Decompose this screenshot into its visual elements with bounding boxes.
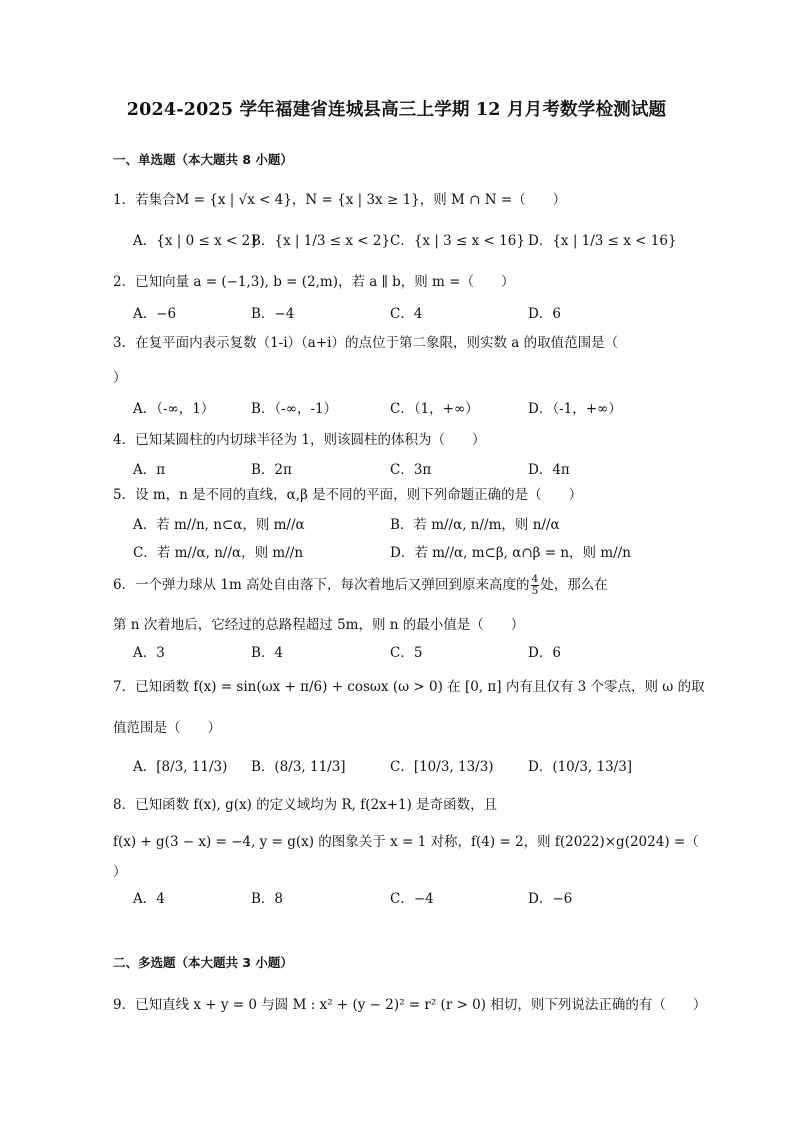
page-title: 2024-2025 学年福建省连城县高三上学期 12 月月考数学检测试题	[126, 100, 667, 120]
option-c: C．（1，+∞）	[390, 401, 479, 417]
option-d: D．−6	[528, 891, 573, 907]
section-heading-multiple-choice: 二、多选题（本大题共 3 小题）	[113, 955, 293, 970]
question-3-stem: 3．在复平面内表示复数（1-i）（a+i）的点位于第二象限，则实数 a 的取值范围是（	[113, 335, 619, 351]
option-b: B．2π	[251, 462, 292, 478]
option-b: B．{x | 1/3 ≤ x < 2}	[251, 233, 391, 249]
question-7-continuation: 值范围是（ ）	[113, 720, 221, 736]
option-a: A．4	[133, 891, 165, 907]
question-5-options-row-1	[133, 513, 693, 537]
option-d: D．若 m//α, m⊂β, α∩β = n，则 m//n	[390, 545, 631, 561]
question-7-stem: 7．已知函数 f(x) = sin(ωx + π/6) + cosωx (ω > 0) 在 [0, π] 内有且仅有 3 个零点，则 ω 的取	[113, 679, 705, 695]
option-b: B．（-∞，-1）	[251, 401, 338, 417]
question-8-line-2: f(x) + g(3 − x) = −4, y = g(x) 的图象关于 x = 1 对称，f(4) = 2，则 f(2022)×g(2024) =（	[113, 834, 699, 850]
option-a: A．若 m//n, n⊂α，则 m//α	[133, 517, 305, 533]
option-d: D．6	[528, 306, 561, 322]
question-2-stem: 2．已知向量 a = (−1,3), b = (2,m)，若 a ∥ b，则 m =（ ）	[113, 274, 515, 290]
option-c: C．{x | 3 ≤ x < 16}	[390, 233, 525, 249]
question-6-continuation: 第 n 次着地后，它经过的总路程超过 5m，则 n 的最小值是（ ）	[113, 617, 525, 633]
option-c: C．3π	[390, 462, 432, 478]
question-3-continuation: ）	[113, 370, 127, 386]
option-a: A．3	[133, 645, 165, 661]
question-8-stem: 8．已知函数 f(x), g(x) 的定义域均为 R, f(2x+1) 是奇函数，且	[113, 797, 498, 813]
option-d: D．{x | 1/3 ≤ x < 16}	[528, 233, 677, 249]
section-heading-single-choice: 一、单选题（本大题共 8 小题）	[113, 152, 293, 167]
option-b: B．−4	[251, 306, 295, 322]
question-4-options	[133, 458, 693, 482]
question-5-stem: 5．设 m，n 是不同的直线，α,β 是不同的平面，则下列命题正确的是（ ）	[113, 487, 583, 503]
question-9-stem: 9．已知直线 x + y = 0 与圆 M : x² + (y − 2)² = r² (r > 0) 相切，则下列说法正确的有（ ）	[113, 997, 707, 1013]
option-b: B．4	[251, 645, 284, 661]
option-c: C．5	[390, 645, 423, 661]
question-2-options	[133, 302, 693, 326]
option-d: D．(10/3, 13/3]	[528, 759, 633, 775]
question-6-stem: 6．一个弹力球从 1m 高处自由落下，每次着地后又弹回到原来高度的 $\frac{4}{5}$ 处，那么在	[113, 573, 608, 597]
option-b: B．(8/3, 11/3]	[251, 759, 346, 775]
option-c: C．[10/3, 13/3)	[390, 759, 494, 775]
option-a: A．{x | 0 ≤ x < 2}	[133, 233, 259, 249]
question-3-options	[133, 397, 693, 421]
fraction-four-fifths: $\frac{4}{5}$	[531, 573, 539, 597]
question-8-options	[133, 887, 693, 911]
option-a: A．（-∞，1）	[133, 401, 215, 417]
option-c: C．−4	[390, 891, 434, 907]
question-6-stem-text: 6．一个弹力球从 1m 高处自由落下，每次着地后又弹回到原来高度的	[113, 577, 530, 593]
option-d: D．（-1，+∞）	[528, 401, 622, 417]
option-c: C．若 m//α, n//α，则 m//n	[133, 545, 304, 561]
option-d: D．4π	[528, 462, 570, 478]
option-a: A．[8/3, 11/3)	[133, 759, 228, 775]
question-8-continuation: ）	[113, 864, 127, 880]
option-b: B．若 m//α, n//m，则 n//α	[390, 517, 560, 533]
option-a: A．π	[133, 462, 166, 478]
option-c: C．4	[390, 306, 423, 322]
option-b: B．8	[251, 891, 284, 907]
option-a: A．−6	[133, 306, 177, 322]
question-6-options	[133, 641, 693, 665]
question-7-options	[133, 755, 693, 779]
question-1-options	[133, 229, 693, 253]
question-4-stem: 4．已知某圆柱的内切球半径为 1，则该圆柱的体积为（ ）	[113, 432, 486, 448]
option-d: D．6	[528, 645, 561, 661]
question-1-stem: 1．若集合M = {x | √x < 4}，N = {x | 3x ≥ 1}，则 M ∩ N =（ ）	[113, 192, 567, 208]
question-5-options-row-2	[133, 541, 693, 565]
